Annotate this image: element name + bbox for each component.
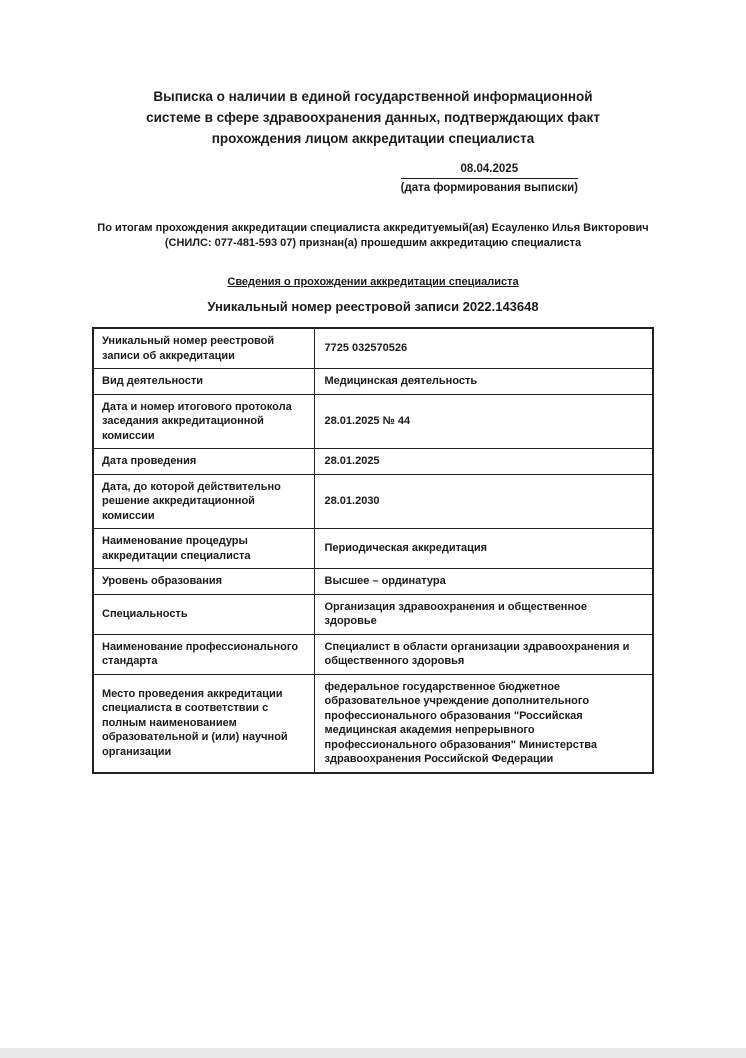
registry-number-heading: Уникальный номер реестровой записи 2022.143648 [207, 299, 539, 314]
row-value: 7725 032570526 [314, 328, 653, 369]
row-label: Специальность [93, 594, 314, 634]
table-row [93, 529, 653, 569]
document-title-line-1: Выписка о наличии в единой государственной информационной [153, 89, 593, 104]
section-heading: Сведения о прохождении аккредитации специалиста [227, 276, 519, 288]
row-value: Высшее – ординатура [314, 569, 653, 595]
row-value: Медицинская деятельность [314, 369, 653, 395]
row-value: 28.01.2030 [314, 474, 653, 529]
table-row [93, 474, 653, 529]
row-label: Наименование профессионального стандарта [93, 634, 314, 674]
horizontal-scrollbar-track[interactable] [0, 1048, 746, 1058]
table-row [93, 369, 653, 395]
document-title-line-2: системе в сфере здравоохранения данных, подтверждающих факт [146, 110, 600, 125]
row-value: 28.01.2025 [314, 449, 653, 475]
table-row [93, 674, 653, 773]
row-label: Уровень образования [93, 569, 314, 595]
row-label: Место проведения аккредитации специалиста в соответствии с полным наименованием образовательной и (или) научной организации [93, 674, 314, 773]
intro-paragraph: По итогам прохождения аккредитации специалиста аккредитуемый(ая) Есауленко Илья Викторович (СНИЛС: 077-481-593 07) признан(а) прошедшим аккредитацию специалиста [97, 222, 649, 249]
extract-date-block [401, 163, 578, 194]
row-value: Организация здравоохранения и общественное здоровье [314, 594, 653, 634]
table-row [93, 449, 653, 475]
table-row [93, 394, 653, 449]
row-value: 28.01.2025 № 44 [314, 394, 653, 449]
row-value: федеральное государственное бюджетное образовательное учреждение дополнительного профессионального образования "Российская медицинская академия непрерывного профессионального образования" Министерства здравоохранения Российской Федерации [314, 674, 653, 773]
table-row [93, 594, 653, 634]
row-label: Вид деятельности [93, 369, 314, 395]
document-title [0, 86, 746, 149]
row-value: Периодическая аккредитация [314, 529, 653, 569]
row-label: Уникальный номер реестровой записи об аккредитации [93, 328, 314, 369]
extract-date-caption: (дата формирования выписки) [400, 182, 578, 194]
extract-date: 08.04.2025 [401, 163, 578, 179]
document-title-line-3: прохождения лицом аккредитации специалиста [211, 131, 535, 146]
row-label: Дата, до которой действительно решение аккредитационной комиссии [93, 474, 314, 529]
table-row [93, 634, 653, 674]
row-label: Дата проведения [93, 449, 314, 475]
row-label: Дата и номер итогового протокола заседания аккредитационной комиссии [93, 394, 314, 449]
date-row [0, 163, 746, 194]
row-label: Наименование процедуры аккредитации специалиста [93, 529, 314, 569]
row-value: Специалист в области организации здравоохранения и общественного здоровья [314, 634, 653, 674]
table-row [93, 569, 653, 595]
accreditation-table [92, 327, 654, 774]
table-row [93, 328, 653, 369]
